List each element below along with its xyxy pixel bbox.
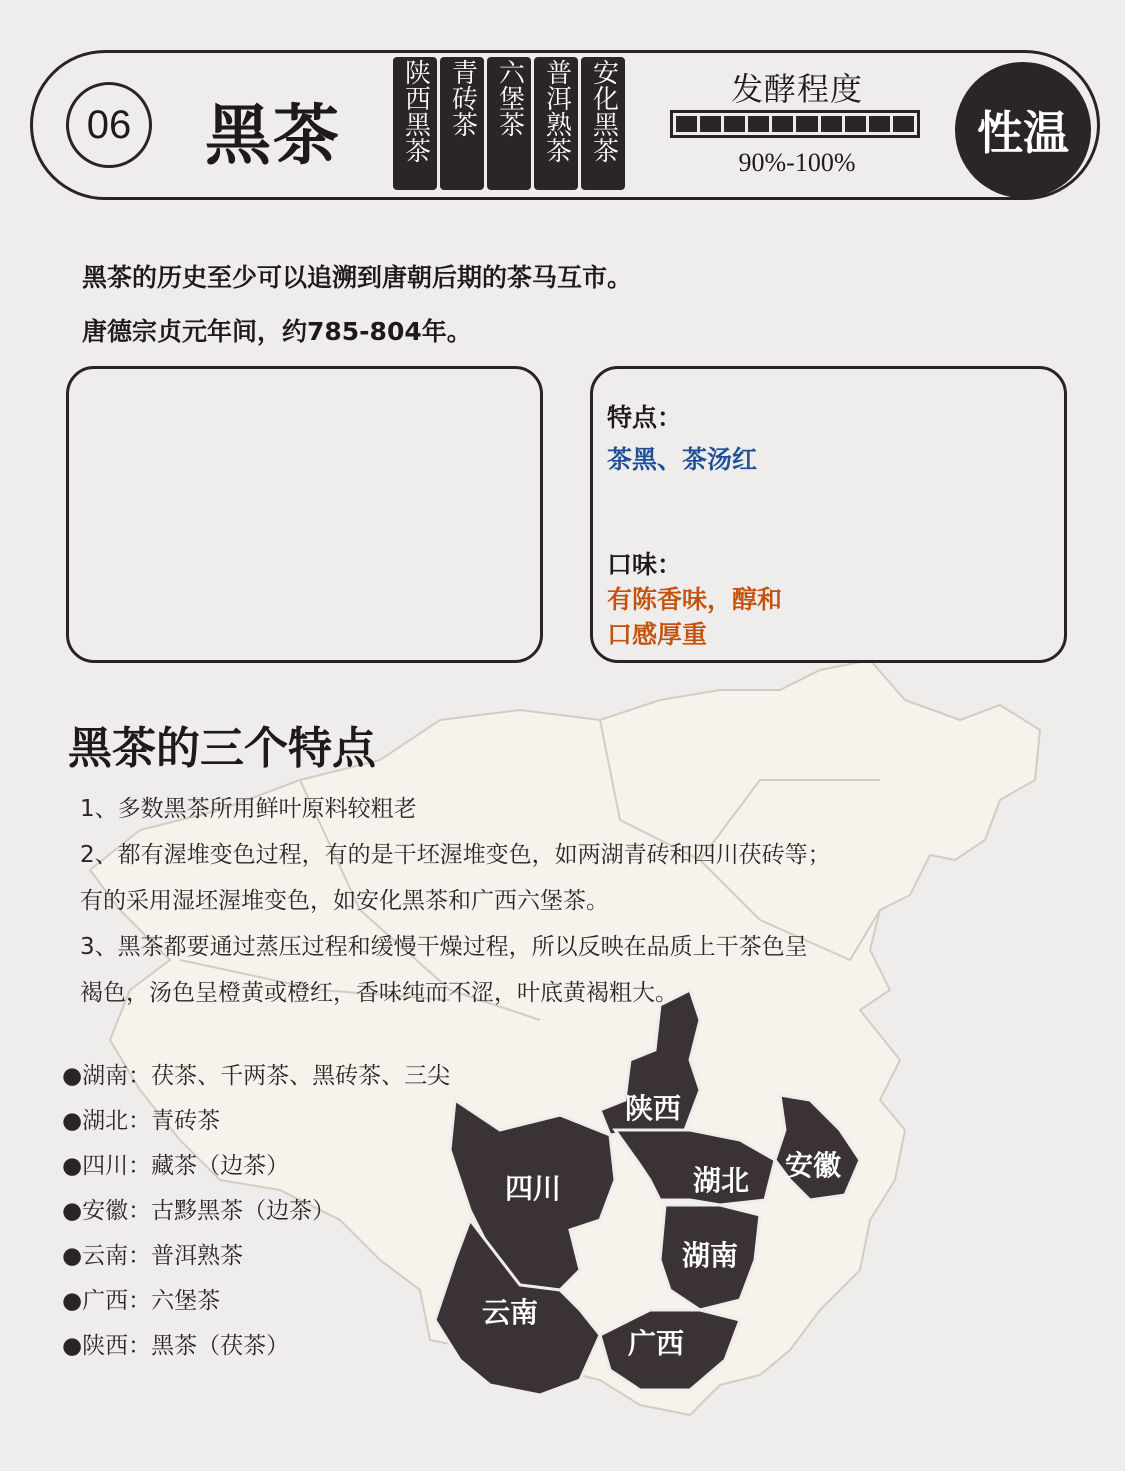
taste-line-2: 口感厚重 (607, 620, 708, 649)
taste-heading: 口味： (607, 550, 683, 579)
feature-point-1: 1、多数黑茶所用鲜叶原料较粗老 (80, 796, 417, 822)
section-title: 黑茶的三个特点 (68, 723, 376, 774)
map-label-sichuan: 四川 (505, 1172, 562, 1205)
region-item-shaanxi: ●陕西：黑茶（茯茶） (62, 1333, 290, 1359)
feature-point-3: 3、黑茶都要通过蒸压过程和缓慢干燥过程，所以反映在品质上干茶色呈 (80, 934, 808, 960)
features-value: 茶黑、茶汤红 (607, 445, 758, 474)
subtype-tag-5: 安化黑茶 (581, 57, 625, 190)
fermentation-label: 发酵程度 (730, 70, 863, 108)
region-item-anhui: ●安徽：古黟黑茶（边茶） (62, 1198, 336, 1224)
map-label-yunnan: 云南 (482, 1296, 539, 1329)
subtype-tag-2: 青砖茶 (440, 57, 484, 190)
image-placeholder-box (66, 366, 543, 663)
subtype-tag-3: 六堡茶 (487, 57, 531, 190)
map-label-shaanxi: 陕西 (625, 1092, 682, 1125)
region-item-hubei: ●湖北：青砖茶 (62, 1108, 221, 1134)
region-item-hunan: ●湖南：茯茶、千两茶、黑砖茶、三尖 (62, 1063, 451, 1089)
map-label-guangxi: 广西 (628, 1327, 685, 1360)
subtype-tag-1: 陕西黑茶 (393, 57, 437, 190)
region-item-guangxi: ●广西：六堡茶 (62, 1288, 221, 1314)
features-heading: 特点： (607, 403, 683, 432)
nature-badge: 性温 (955, 62, 1091, 198)
region-item-yunnan: ●云南：普洱熟茶 (62, 1243, 244, 1269)
subtype-tag-4: 普洱熟茶 (534, 57, 578, 190)
map-label-anhui: 安徽 (785, 1149, 842, 1182)
feature-point-2-cont: 有的采用湿坯渥堆变色，如安化黑茶和广西六堡茶。 (80, 888, 609, 914)
feature-point-2: 2、都有渥堆变色过程，有的是干坯渥堆变色，如两湖青砖和四川茯砖等； (80, 842, 831, 868)
map-label-hunan: 湖南 (682, 1239, 739, 1272)
intro-line-2: 唐德宗贞元年间，约785-804年。 (82, 317, 472, 346)
fermentation-range: 90%-100% (738, 148, 856, 177)
region-item-sichuan: ●四川：藏茶（边茶） (62, 1153, 290, 1179)
fermentation-bar (670, 110, 920, 138)
taste-line-1: 有陈香味，醇和 (607, 585, 783, 614)
number-badge: 06 (66, 82, 152, 168)
map-label-hubei: 湖北 (693, 1164, 750, 1197)
page-title: 黑茶 (205, 96, 341, 174)
intro-line-1: 黑茶的历史至少可以追溯到唐朝后期的茶马互市。 (82, 263, 633, 292)
feature-point-3-cont: 褐色，汤色呈橙黄或橙红，香味纯而不涩，叶底黄褐粗大。 (80, 980, 678, 1006)
